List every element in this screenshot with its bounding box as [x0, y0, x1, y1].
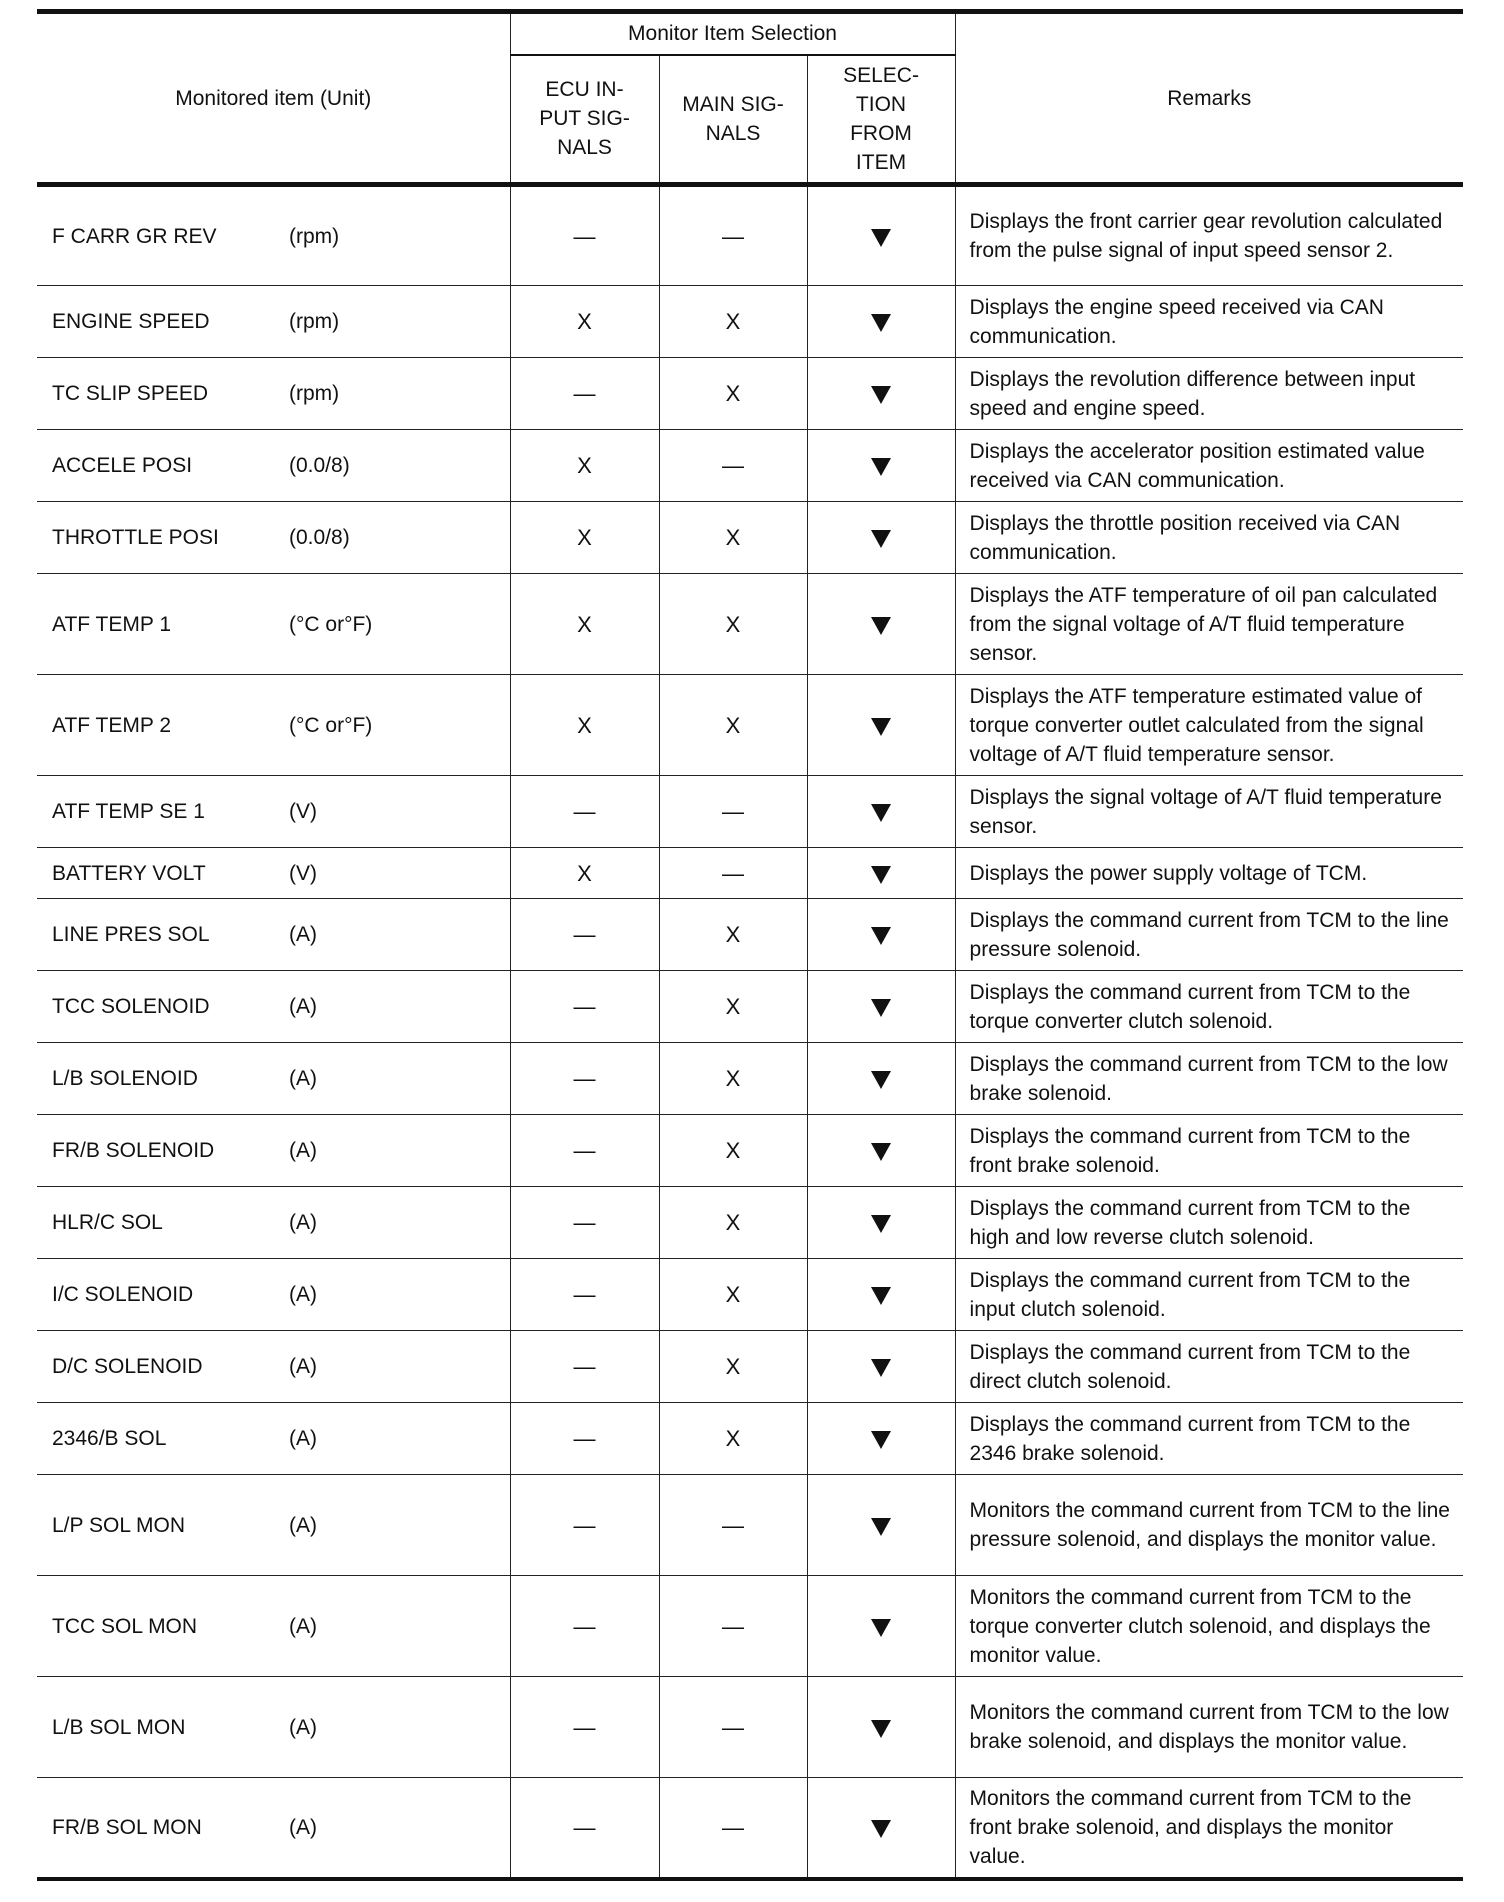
down-triangle-icon: [871, 1518, 891, 1536]
selection-from-item-mark: [807, 1576, 955, 1677]
selection-from-item-mark: [807, 1187, 955, 1259]
monitored-item-cell: [37, 899, 510, 971]
item-name: ATF TEMP 2: [52, 713, 172, 737]
ecu-input-mark: —: [510, 776, 659, 848]
item-name: TCC SOL MON: [52, 1614, 198, 1638]
item-unit: (rpm): [289, 224, 340, 248]
table-row: [37, 1331, 1463, 1403]
table-row: [37, 502, 1463, 574]
item-unit: (rpm): [289, 382, 340, 405]
monitored-item-cell: [37, 574, 510, 675]
monitored-item-cell: [37, 430, 510, 502]
down-triangle-icon: [871, 1619, 891, 1637]
header-main-signals: MAIN SIG- NALS: [659, 55, 807, 185]
remarks-cell: Monitors the command current from TCM to the front brake solenoid, and displays the monitor value.: [955, 1778, 1463, 1879]
table-row: [37, 1778, 1463, 1879]
item-name: ATF TEMP SE 1: [52, 800, 205, 823]
down-triangle-icon: [871, 1071, 891, 1089]
ecu-input-mark: —: [510, 1043, 659, 1115]
table-row: [37, 1187, 1463, 1259]
monitored-item-cell: [37, 1576, 510, 1677]
remarks-cell: Displays the ATF temperature estimated value of torque converter outlet calculated from the signal voltage of A/T fluid temperature sensor.: [955, 675, 1463, 776]
item-name: F CARR GR REV: [52, 224, 217, 248]
table-row: [37, 848, 1463, 899]
monitor-item-table: [37, 9, 1463, 1881]
item-name: I/C SOLENOID: [52, 1283, 194, 1306]
main-signals-mark: —: [659, 430, 807, 502]
item-unit: (°C or°F): [289, 713, 373, 737]
item-name: L/B SOLENOID: [52, 1067, 198, 1090]
item-unit: (°C or°F): [289, 612, 373, 636]
item-name: ACCELE POSI: [52, 454, 193, 477]
main-signals-mark: —: [659, 1677, 807, 1778]
main-signals-mark: X: [659, 1331, 807, 1403]
down-triangle-icon: [871, 1431, 891, 1449]
item-unit: (A): [289, 1715, 317, 1739]
table-row: [37, 185, 1463, 286]
down-triangle-icon: [871, 804, 891, 822]
down-triangle-icon: [871, 999, 891, 1017]
remarks-cell: Displays the command current from TCM to the low brake solenoid.: [955, 1043, 1463, 1115]
down-triangle-icon: [871, 386, 891, 404]
selection-from-item-mark: [807, 1331, 955, 1403]
down-triangle-icon: [871, 1143, 891, 1161]
remarks-cell: Displays the front carrier gear revolution calculated from the pulse signal of input speed sensor 2.: [955, 185, 1463, 286]
down-triangle-icon: [871, 314, 891, 332]
selection-from-item-mark: [807, 971, 955, 1043]
item-unit: (A): [289, 1815, 317, 1839]
item-unit: (A): [289, 1283, 317, 1306]
item-unit: (rpm): [289, 310, 340, 333]
selection-from-item-mark: [807, 776, 955, 848]
ecu-input-mark: —: [510, 1475, 659, 1576]
item-unit: (A): [289, 1067, 317, 1090]
item-name: TC SLIP SPEED: [52, 382, 209, 405]
item-unit: (V): [289, 861, 317, 885]
main-signals-mark: X: [659, 1403, 807, 1475]
main-signals-mark: —: [659, 848, 807, 899]
down-triangle-icon: [871, 458, 891, 476]
item-unit: (A): [289, 1513, 317, 1537]
item-name: 2346/B SOL: [52, 1427, 167, 1450]
selection-from-item-mark: [807, 358, 955, 430]
remarks-cell: Displays the power supply voltage of TCM.: [955, 848, 1463, 899]
header-monitor-item-selection: Monitor Item Selection: [510, 12, 955, 55]
ecu-input-mark: X: [510, 675, 659, 776]
remarks-cell: Displays the command current from TCM to the 2346 brake solenoid.: [955, 1403, 1463, 1475]
selection-from-item-mark: [807, 1115, 955, 1187]
table-row: [37, 1403, 1463, 1475]
monitored-item-cell: [37, 1259, 510, 1331]
down-triangle-icon: [871, 1720, 891, 1738]
selection-from-item-mark: [807, 1043, 955, 1115]
main-signals-mark: X: [659, 899, 807, 971]
ecu-input-mark: —: [510, 1403, 659, 1475]
monitored-item-cell: [37, 971, 510, 1043]
main-signals-mark: —: [659, 185, 807, 286]
item-name: TCC SOLENOID: [52, 995, 210, 1018]
remarks-cell: Monitors the command current from TCM to the low brake solenoid, and displays the monitor value.: [955, 1677, 1463, 1778]
item-name: FR/B SOL MON: [52, 1815, 202, 1839]
item-unit: (A): [289, 1614, 317, 1638]
remarks-cell: Monitors the command current from TCM to the torque converter clutch solenoid, and displays the monitor value.: [955, 1576, 1463, 1677]
ecu-input-mark: —: [510, 899, 659, 971]
remarks-cell: Displays the command current from TCM to the line pressure solenoid.: [955, 899, 1463, 971]
item-unit: (A): [289, 1211, 317, 1234]
down-triangle-icon: [871, 617, 891, 635]
selection-from-item-mark: [807, 1403, 955, 1475]
selection-from-item-mark: [807, 675, 955, 776]
monitored-item-cell: [37, 848, 510, 899]
item-name: D/C SOLENOID: [52, 1355, 203, 1378]
main-signals-mark: X: [659, 286, 807, 358]
header-monitored-item: Monitored item (Unit): [37, 12, 510, 185]
table-row: [37, 1677, 1463, 1778]
main-signals-mark: X: [659, 1187, 807, 1259]
main-signals-mark: —: [659, 776, 807, 848]
table-row: [37, 675, 1463, 776]
selection-from-item-mark: [807, 502, 955, 574]
selection-from-item-mark: [807, 1259, 955, 1331]
item-unit: (A): [289, 1139, 317, 1162]
item-unit: (A): [289, 1355, 317, 1378]
remarks-cell: Displays the ATF temperature of oil pan calculated from the signal voltage of A/T fluid temperature sensor.: [955, 574, 1463, 675]
ecu-input-mark: X: [510, 848, 659, 899]
monitored-item-cell: [37, 675, 510, 776]
monitored-item-cell: [37, 286, 510, 358]
remarks-cell: Displays the signal voltage of A/T fluid temperature sensor.: [955, 776, 1463, 848]
down-triangle-icon: [871, 229, 891, 247]
ecu-input-mark: —: [510, 358, 659, 430]
table-row: [37, 971, 1463, 1043]
main-signals-mark: X: [659, 971, 807, 1043]
item-name: L/P SOL MON: [52, 1513, 186, 1537]
table-row: [37, 1576, 1463, 1677]
ecu-input-mark: X: [510, 286, 659, 358]
remarks-cell: Displays the accelerator position estimated value received via CAN communication.: [955, 430, 1463, 502]
ecu-input-mark: —: [510, 1259, 659, 1331]
table-row: [37, 358, 1463, 430]
selection-from-item-mark: [807, 286, 955, 358]
monitored-item-cell: [37, 1403, 510, 1475]
main-signals-mark: X: [659, 1115, 807, 1187]
header-remarks: Remarks: [955, 12, 1463, 185]
selection-from-item-mark: [807, 899, 955, 971]
monitored-item-cell: [37, 1043, 510, 1115]
table-row: [37, 430, 1463, 502]
table-row: [37, 776, 1463, 848]
table-row: [37, 1043, 1463, 1115]
item-name: L/B SOL MON: [52, 1715, 186, 1739]
remarks-cell: Displays the command current from TCM to the input clutch solenoid.: [955, 1259, 1463, 1331]
table-row: [37, 1115, 1463, 1187]
main-signals-mark: X: [659, 1043, 807, 1115]
main-signals-mark: —: [659, 1475, 807, 1576]
remarks-cell: Displays the command current from TCM to the front brake solenoid.: [955, 1115, 1463, 1187]
item-unit: (A): [289, 923, 317, 946]
ecu-input-mark: —: [510, 1778, 659, 1879]
main-signals-mark: X: [659, 358, 807, 430]
down-triangle-icon: [871, 866, 891, 884]
down-triangle-icon: [871, 530, 891, 548]
down-triangle-icon: [871, 1359, 891, 1377]
ecu-input-mark: —: [510, 1115, 659, 1187]
item-name: HLR/C SOL: [52, 1211, 163, 1234]
ecu-input-mark: —: [510, 185, 659, 286]
ecu-input-mark: —: [510, 1677, 659, 1778]
monitored-item-cell: [37, 776, 510, 848]
item-name: BATTERY VOLT: [52, 861, 206, 885]
header-selection-from-item: SELEC- TION FROM ITEM: [807, 55, 955, 185]
down-triangle-icon: [871, 718, 891, 736]
monitored-item-cell: [37, 1115, 510, 1187]
ecu-input-mark: —: [510, 1187, 659, 1259]
down-triangle-icon: [871, 1287, 891, 1305]
selection-from-item-mark: [807, 574, 955, 675]
main-signals-mark: X: [659, 1259, 807, 1331]
item-unit: (V): [289, 800, 317, 823]
down-triangle-icon: [871, 1215, 891, 1233]
selection-from-item-mark: [807, 848, 955, 899]
main-signals-mark: X: [659, 675, 807, 776]
remarks-cell: Displays the command current from TCM to the torque converter clutch solenoid.: [955, 971, 1463, 1043]
main-signals-mark: X: [659, 574, 807, 675]
monitored-item-cell: [37, 1677, 510, 1778]
item-unit: (0.0/8): [289, 454, 350, 477]
item-name: ATF TEMP 1: [52, 612, 172, 636]
main-signals-mark: —: [659, 1778, 807, 1879]
monitored-item-cell: [37, 502, 510, 574]
item-name: LINE PRES SOL: [52, 923, 210, 946]
remarks-cell: Displays the engine speed received via CAN communication.: [955, 286, 1463, 358]
table-row: [37, 1475, 1463, 1576]
ecu-input-mark: —: [510, 1331, 659, 1403]
selection-from-item-mark: [807, 430, 955, 502]
ecu-input-mark: X: [510, 574, 659, 675]
main-signals-mark: —: [659, 1576, 807, 1677]
main-signals-mark: X: [659, 502, 807, 574]
remarks-cell: Displays the throttle position received via CAN communication.: [955, 502, 1463, 574]
monitored-item-cell: [37, 185, 510, 286]
remarks-cell: Displays the revolution difference between input speed and engine speed.: [955, 358, 1463, 430]
monitored-item-cell: [37, 1187, 510, 1259]
item-name: FR/B SOLENOID: [52, 1139, 215, 1162]
monitored-item-cell: [37, 1331, 510, 1403]
selection-from-item-mark: [807, 1778, 955, 1879]
monitored-item-cell: [37, 1778, 510, 1879]
monitored-item-cell: [37, 1475, 510, 1576]
remarks-cell: Displays the command current from TCM to the direct clutch solenoid.: [955, 1331, 1463, 1403]
ecu-input-mark: —: [510, 971, 659, 1043]
item-name: ENGINE SPEED: [52, 310, 210, 333]
monitored-item-cell: [37, 358, 510, 430]
selection-from-item-mark: [807, 1475, 955, 1576]
header-ecu-input-signals: ECU IN- PUT SIG- NALS: [510, 55, 659, 185]
item-unit: (0.0/8): [289, 526, 350, 549]
selection-from-item-mark: [807, 185, 955, 286]
selection-from-item-mark: [807, 1677, 955, 1778]
table-row: [37, 286, 1463, 358]
ecu-input-mark: —: [510, 1576, 659, 1677]
ecu-input-mark: X: [510, 430, 659, 502]
remarks-cell: Displays the command current from TCM to the high and low reverse clutch solenoid.: [955, 1187, 1463, 1259]
down-triangle-icon: [871, 1820, 891, 1838]
ecu-input-mark: X: [510, 502, 659, 574]
table-row: [37, 1259, 1463, 1331]
table-row: [37, 899, 1463, 971]
item-unit: (A): [289, 1427, 317, 1450]
remarks-cell: Monitors the command current from TCM to the line pressure solenoid, and displays the monitor value.: [955, 1475, 1463, 1576]
down-triangle-icon: [871, 927, 891, 945]
table-row: [37, 574, 1463, 675]
item-unit: (A): [289, 995, 317, 1018]
item-name: THROTTLE POSI: [52, 526, 219, 549]
